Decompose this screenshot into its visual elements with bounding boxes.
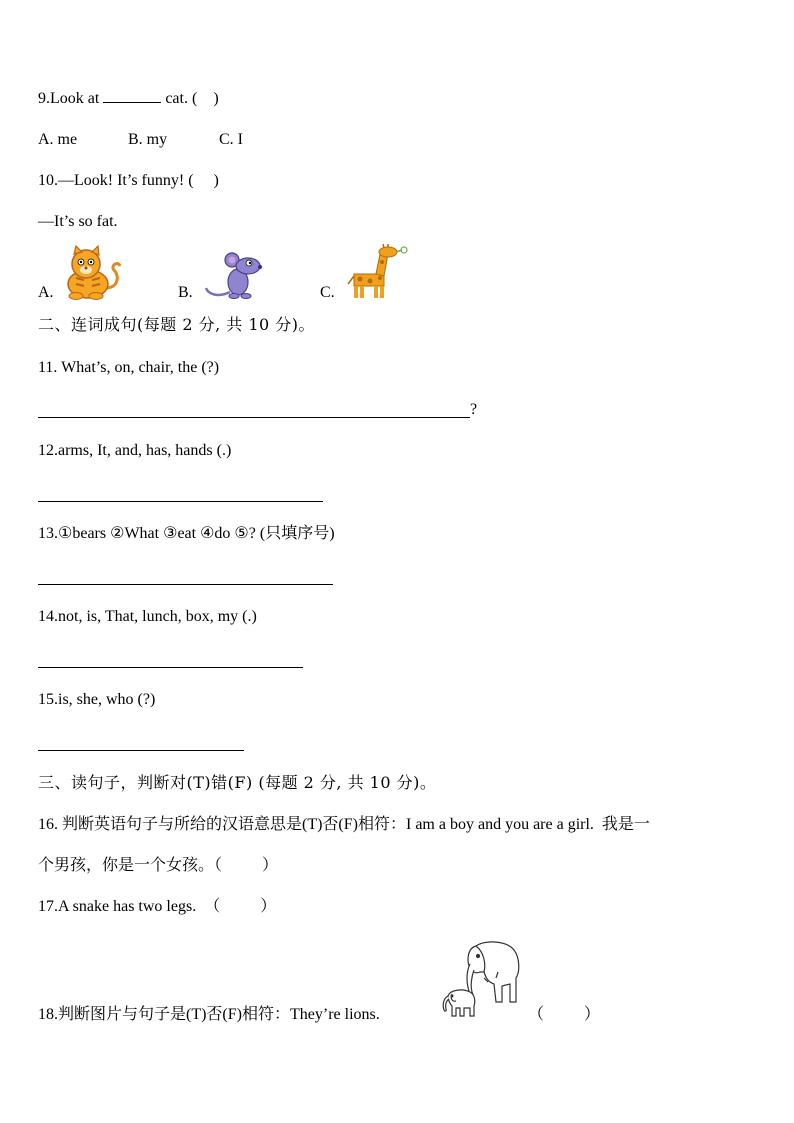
q9-stem-mid: cat. ( (161, 90, 198, 107)
question-15: 15.is, she, who (?) (38, 691, 156, 708)
question-16-line-2[interactable]: 个男孩，你是一个女孩。（ ） (38, 857, 279, 874)
q10-option-c-label[interactable]: C. (320, 284, 335, 301)
question-14: 14.not, is, That, lunch, box, my (.) (38, 608, 257, 625)
q9-stem-start: 9.Look at (38, 90, 104, 107)
giraffe-icon[interactable] (340, 244, 410, 300)
question-17[interactable]: 17.A snake has two legs. （ ） (38, 898, 277, 915)
q9-blank[interactable] (103, 88, 161, 103)
q9-option-b[interactable]: B. my (128, 131, 168, 148)
elephants-icon (440, 938, 522, 1022)
q12-answer-line[interactable] (38, 501, 323, 502)
q10-option-a-label[interactable]: A. (38, 284, 54, 301)
q11-question-mark: ? (470, 401, 478, 418)
q15-answer-line[interactable] (38, 750, 244, 751)
q9-options (38, 130, 243, 150)
q9-option-c[interactable]: C. I (219, 131, 243, 148)
question-18: 18.判断图片与句子是(T)否(F)相符：They’re lions. (38, 1006, 380, 1023)
q9-answer-paren[interactable]: ) (197, 90, 219, 107)
question-9 (38, 88, 219, 109)
q14-answer-line[interactable] (38, 667, 303, 668)
q11-answer-line[interactable] (38, 417, 470, 418)
q10-reply: —It’s so fat. (38, 213, 118, 230)
q9-option-a[interactable]: A. me (38, 131, 78, 148)
q10-option-b-label[interactable]: B. (178, 284, 193, 301)
question-12: 12.arms, It, and, has, hands (.) (38, 442, 232, 459)
question-10: 10.—Look! It’s funny! ( ) (38, 172, 219, 189)
mouse-icon[interactable] (204, 252, 266, 300)
section-2-heading: 二、连词成句(每题 2 分, 共 10 分)。 (38, 315, 316, 334)
question-16-line-1: 16. 判断英语句子与所给的汉语意思是(T)否(F)相符：I am a boy and you are a girl. 我是一 (38, 816, 650, 833)
tiger-icon[interactable] (62, 244, 124, 300)
section-3-heading: 三、读句子，判断对(T)错(F) (每题 2 分, 共 10 分)。 (38, 773, 437, 792)
question-13: 13.①bears ②What ③eat ④do ⑤? (只填序号) (38, 525, 335, 542)
q13-answer-line[interactable] (38, 584, 333, 585)
question-11: 11. What’s, on, chair, the (?) (38, 359, 220, 376)
q18-answer-paren[interactable]: （ ） (528, 1006, 601, 1023)
